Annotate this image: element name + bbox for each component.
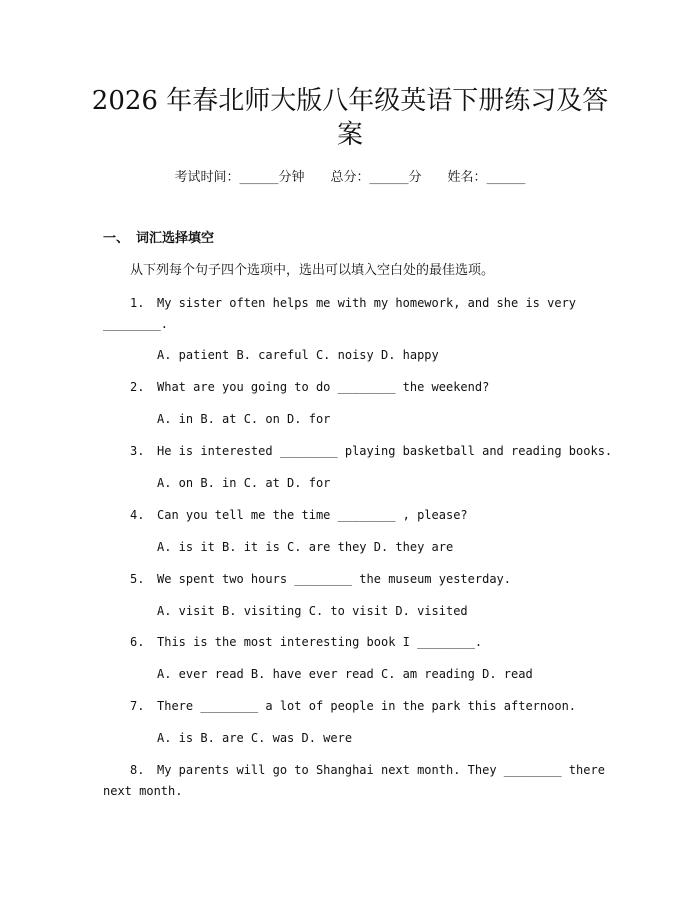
section-title: 词汇选择填空 — [136, 231, 215, 246]
question-number: 5. — [130, 572, 145, 586]
question-text: My sister often helps me with my homework, and she is very — [157, 296, 577, 310]
question-1 — [103, 293, 595, 313]
question-text: There ________ a lot of people in the park this afternoon. — [157, 699, 577, 713]
question-number: 7. — [130, 699, 145, 713]
question-2 — [103, 377, 595, 397]
document-title-line-2: 案 — [336, 120, 363, 150]
question-7 — [103, 696, 595, 716]
question-number: 8. — [130, 763, 145, 777]
question-5 — [103, 569, 595, 589]
question-1-continuation: ________. — [103, 317, 169, 331]
question-text: We spent two hours ________ the museum yesterday. — [157, 572, 512, 586]
exam-time-field: 考试时间：______分钟 — [174, 170, 305, 185]
question-2-options: A. in B. at C. on D. for — [157, 412, 331, 426]
question-5-options: A. visit B. visiting C. to visit D. visited — [157, 604, 468, 618]
question-number: 1. — [130, 296, 145, 310]
question-6 — [103, 632, 595, 652]
section-number: 一、 — [103, 231, 130, 246]
question-8-continuation: next month. — [103, 784, 183, 798]
question-number: 2. — [130, 380, 145, 394]
section-instruction: 从下列每个句子四个选项中，选出可以填入空白处的最佳选项。 — [130, 263, 495, 278]
question-4-options: A. is it B. it is C. are they D. they are — [157, 540, 454, 554]
question-3-options: A. on B. in C. at D. for — [157, 476, 331, 490]
question-number: 6. — [130, 635, 145, 649]
question-text: My parents will go to Shanghai next month. They ________ there — [157, 763, 605, 777]
question-4 — [103, 505, 595, 525]
exam-score-field: 总分：______分 — [330, 170, 422, 185]
question-text: This is the most interesting book I ________. — [157, 635, 483, 649]
question-text: He is interested ________ playing basketball and reading books. — [157, 444, 613, 458]
question-3 — [103, 441, 613, 461]
exam-name-field: 姓名：______ — [447, 170, 526, 185]
question-7-options: A. is B. are C. was D. were — [157, 731, 353, 745]
question-text: Can you tell me the time ________ , please? — [157, 508, 468, 522]
question-number: 3. — [130, 444, 145, 458]
question-6-options: A. ever read B. have ever read C. am reading D. read — [157, 667, 533, 681]
question-number: 4. — [130, 508, 145, 522]
question-8 — [103, 760, 605, 780]
section-heading — [103, 229, 214, 249]
question-1-options: A. patient B. careful C. noisy D. happy — [157, 348, 439, 362]
document-title-line-1: 2026 年春北师大版八年级英语下册练习及答 — [91, 86, 609, 116]
exam-info — [0, 168, 700, 188]
question-text: What are you going to do ________ the weekend? — [157, 380, 490, 394]
